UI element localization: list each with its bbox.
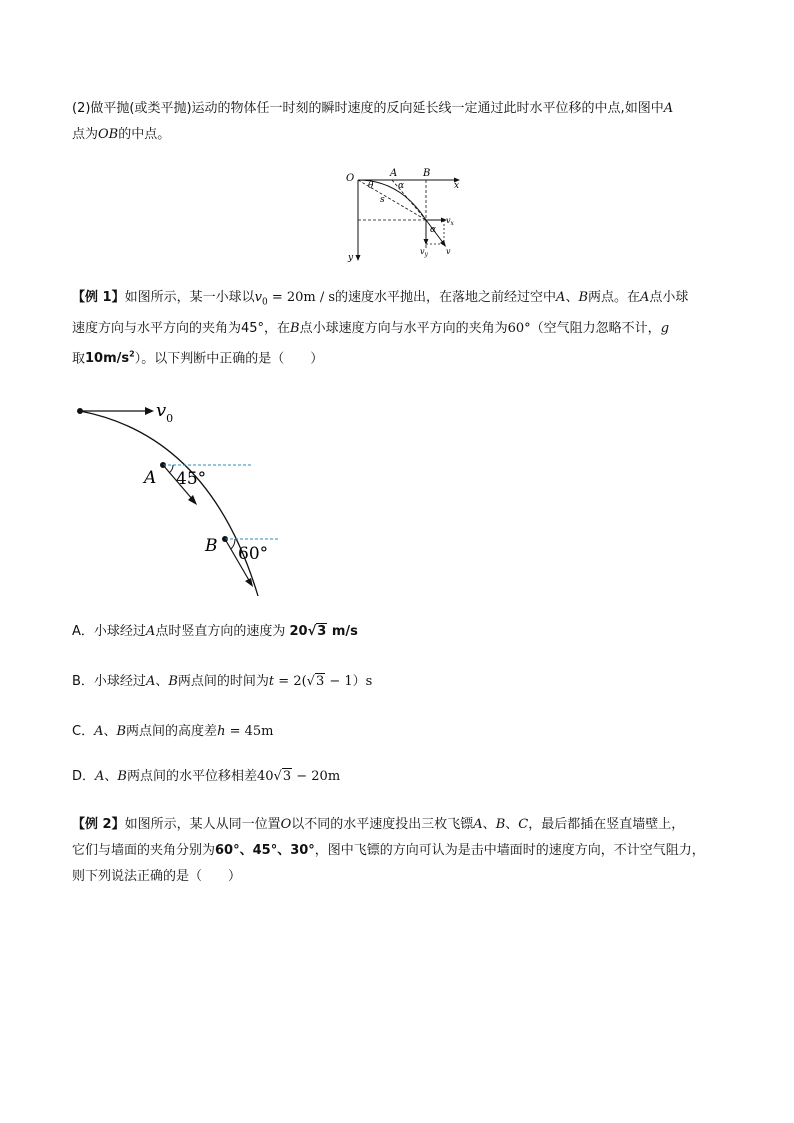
option-b-text-1: 小球经过 — [93, 674, 146, 689]
example1-text-3: 两点。在 — [588, 290, 641, 305]
fig1-label-s: s — [380, 195, 385, 205]
intro-text-3: 的中点。 — [118, 127, 171, 142]
option-a-text-2: 点时竖直方向的速度为 — [155, 624, 286, 639]
option-c-point-a: A — [94, 724, 104, 739]
option-b-point-a: A — [145, 674, 156, 689]
fig1-label-alpha-bottom: α — [430, 225, 437, 235]
trajectory-curve-2 — [80, 411, 258, 596]
example1-question — [72, 285, 722, 372]
option-b-sep: 、 — [155, 674, 169, 689]
b-velocity-arrow — [245, 578, 253, 587]
ball-trajectory-figure — [70, 396, 290, 606]
fig1-label-b: B — [423, 168, 431, 179]
example2-text-3: ，最后都插在竖直墙壁上， — [528, 817, 685, 832]
example1-text-5: 速度方向与水平方向的夹角为45°，在 — [72, 320, 291, 336]
option-b-label: B． — [72, 674, 94, 689]
fig2-label-a: A — [144, 468, 157, 488]
option-d-text: 两点间的水平位移相差 — [126, 769, 257, 784]
example2-text-1: 如图所示，某人从同一位置 — [124, 817, 281, 832]
example1-point-b: B — [578, 290, 589, 305]
fig1-label-v: v — [446, 247, 451, 256]
example1-text-2: 的速度水平抛出，在落地之前经过空中 — [335, 290, 557, 305]
option-c-point-b: B — [116, 724, 127, 739]
example2-dart-c: C — [518, 817, 529, 832]
example1-v0: $v_0 = 20m / s$ — [254, 290, 336, 308]
option-d[interactable] — [72, 767, 340, 787]
example1-g-value: $10m/s^2$ — [85, 349, 135, 366]
option-c-sep: 、 — [103, 724, 117, 739]
example1-tag: 【例 1】 — [72, 290, 125, 305]
fig2-label-v0: $v_0$ — [156, 400, 174, 425]
option-d-point-b: B — [117, 769, 127, 784]
option-a[interactable] — [72, 622, 358, 642]
example1-text-8: 取 — [72, 350, 86, 366]
option-d-label: D． — [72, 769, 96, 784]
v0-arrow — [145, 407, 154, 415]
example1-point-b-2: B — [290, 320, 300, 336]
option-a-text-1: 小球经过 — [93, 624, 146, 639]
option-d-point-a: A — [95, 769, 105, 784]
example2-question — [72, 812, 722, 890]
intro-text-1: (2)做平抛(或类平抛)运动的物体任一时刻的瞬时速度的反向延长线一定通过此时水平位移的中点,如图中 — [72, 101, 664, 116]
option-a-label: A． — [72, 624, 94, 639]
fig2-label-angle-b: 60° — [238, 544, 269, 564]
option-c-value: h = 45m — [217, 724, 274, 739]
option-a-point: A — [145, 624, 156, 639]
example2-sep-1: 、 — [482, 817, 496, 832]
option-a-value: 20√3 m/s — [289, 624, 358, 639]
projectile-diagram — [340, 166, 470, 266]
fig1-label-x: x — [454, 181, 460, 191]
example2-point-o: O — [280, 817, 292, 832]
v-arrow — [440, 240, 446, 247]
example2-text-5: ，图中飞镖的方向可认为是击中墙面时的速度方向，不计空气阻力， — [314, 843, 705, 858]
start-point — [77, 408, 83, 414]
example1-text-1: 如图所示，某一小球以 — [124, 290, 255, 305]
example2-tag: 【例 2】 — [72, 817, 125, 832]
example1-text-9: ）。以下判断中正确的是（ ） — [134, 350, 324, 366]
example1-text-4: 点小球 — [649, 290, 689, 305]
option-c[interactable] — [72, 722, 273, 742]
option-d-sep: 、 — [104, 769, 118, 784]
example1-sep: 、 — [565, 290, 579, 305]
option-c-text: 两点间的高度差 — [126, 724, 218, 739]
fig1-label-theta: θ — [368, 181, 374, 191]
fig2-label-angle-a: 45° — [176, 469, 207, 489]
example2-dart-b: B — [495, 817, 506, 832]
fig1-label-y: y — [348, 253, 354, 263]
fig1-label-alpha-top: α — [398, 181, 405, 191]
fig1-label-a: A — [390, 168, 398, 179]
example1-angle-60: 60° — [507, 320, 531, 336]
example1-g: g — [660, 320, 670, 336]
option-b-point-b: B — [168, 674, 178, 689]
intro-paragraph — [72, 96, 722, 148]
example1-point-a-2: A — [640, 290, 650, 305]
example2-dart-a: A — [473, 817, 483, 832]
fig2-label-b: B — [205, 536, 218, 556]
example1-text-6: 点小球速度方向与水平方向的夹角为 — [299, 320, 508, 336]
option-b-value: t = 2(√3 − 1）s — [268, 674, 373, 689]
fig1-label-o: O — [346, 173, 355, 184]
example2-angles: 60°、45°、30° — [215, 843, 315, 858]
intro-segment-ob: OB — [98, 127, 119, 142]
example2-text-2: 以不同的水平速度投出三枚飞镖 — [291, 817, 474, 832]
example2-text-4: 它们与墙面的夹角分别为 — [72, 843, 216, 858]
intro-text-2: 点为 — [72, 127, 99, 142]
example2-text-6: 则下列说法正确的是（ ） — [72, 869, 242, 884]
option-b[interactable] — [72, 672, 372, 692]
intro-point-a: A — [663, 101, 674, 116]
option-c-label: C． — [72, 724, 95, 739]
y-axis-arrow — [356, 255, 361, 261]
fig1-label-vy: $v_y$ — [420, 247, 428, 258]
fig1-label-vx: $v_x$ — [446, 216, 454, 227]
example2-sep-2: 、 — [505, 817, 519, 832]
option-d-value: 40√3 − 20m — [257, 769, 341, 784]
option-b-text-2: 两点间的时间为 — [177, 674, 269, 689]
example1-point-a: A — [556, 290, 566, 305]
example1-text-7: （空气阻力忽略不计， — [530, 320, 661, 336]
b-angle-arc — [231, 539, 235, 549]
